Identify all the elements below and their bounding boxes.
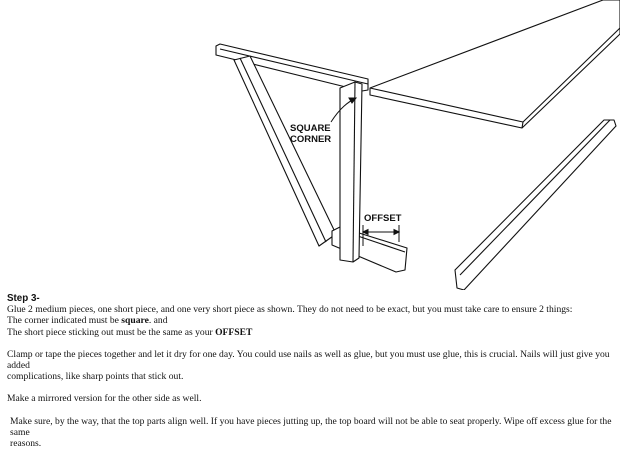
point-square-prefix: The corner indicated must be: [7, 315, 122, 327]
offset-word: OFFSET: [215, 326, 253, 338]
point-offset: [7, 327, 613, 338]
top-board: [370, 0, 620, 128]
align-text-line1: Make sure, by the way, that the top parts align well. If you have pieces jutting up, the top board will not be able to seat properly. Wipe off excess glue for the same: [10, 415, 612, 438]
loose-stick: [455, 120, 616, 290]
mirror-text: Make a mirrored version for the other side as well.: [7, 393, 202, 405]
clamp-text-line1: Clamp or tape the pieces together and let it dry for one day. You could use nails as well as glue, but you must use glue, this is crucial. Nails will just give you added: [7, 348, 610, 372]
vertical-post: [340, 82, 362, 262]
square-word: square: [121, 315, 149, 327]
align-text-line2: reasons.: [10, 438, 42, 450]
clamp-text-line2: complications, like sharp points that stick out.: [7, 371, 184, 383]
offset-label: OFFSET: [364, 213, 402, 224]
instructions-text: [7, 293, 613, 449]
point-offset-prefix: The short piece sticking out must be the same as your: [7, 326, 216, 338]
square-label-line1: SQUARE: [290, 123, 331, 134]
corner-label-line2: CORNER: [290, 134, 332, 145]
point-square: [7, 315, 613, 326]
diagonal-brace: [234, 56, 336, 246]
intro-text: Glue 2 medium pieces, one short piece, and one very short piece as shown. They do not need to be exact, but you must take care to ensure 2 things:: [7, 304, 573, 316]
point-square-suffix: . and: [148, 315, 168, 327]
step-title: Step 3-: [7, 293, 40, 304]
